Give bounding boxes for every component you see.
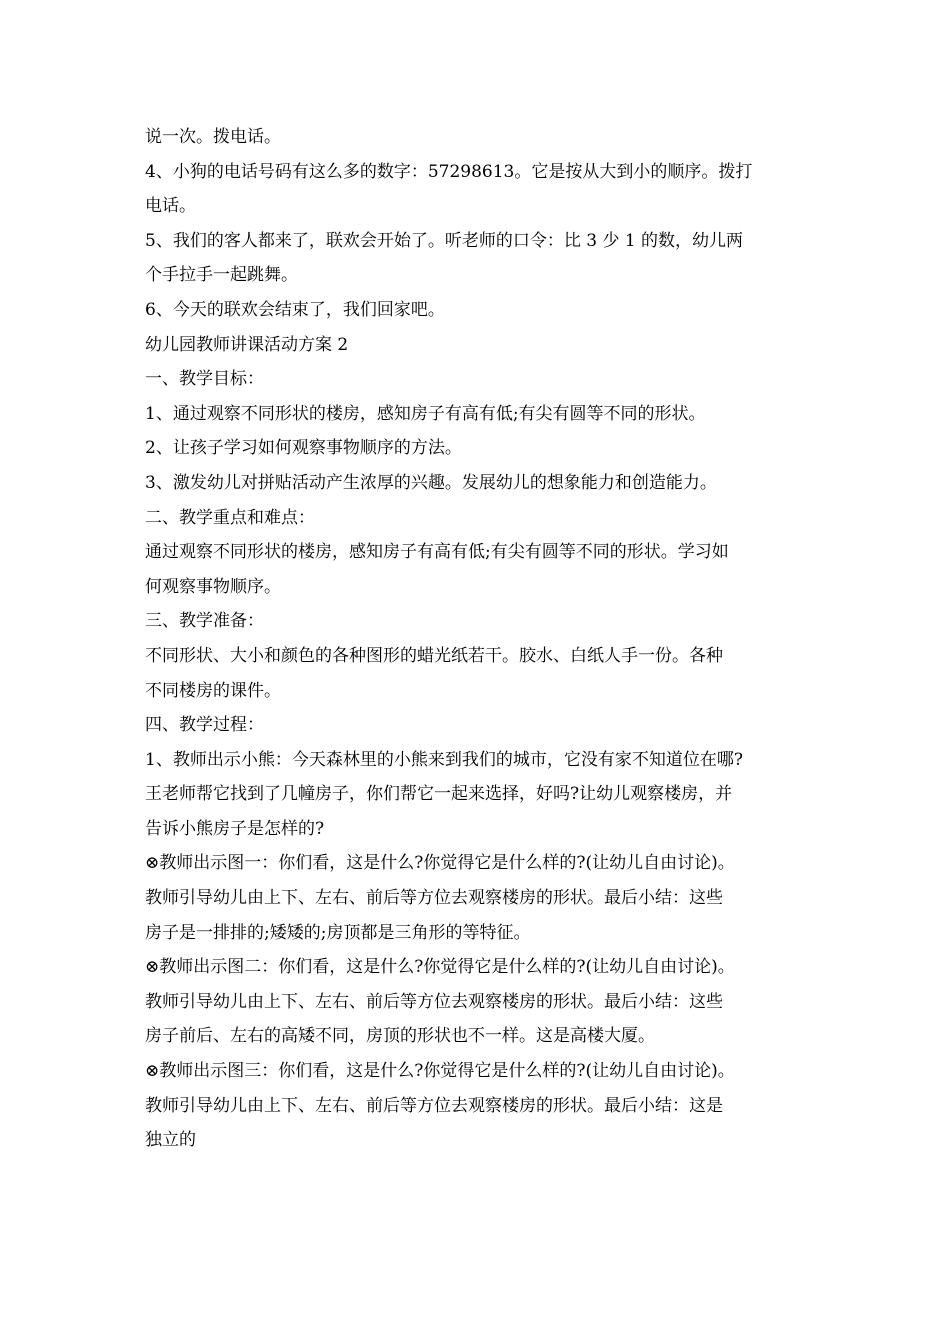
text-line: 房子前后、左右的高矮不同，房顶的形状也不一样。这是高楼大厦。 [145, 1026, 655, 1047]
text-line: 房子是一排排的;矮矮的;房顶都是三角形的等特征。 [145, 922, 531, 943]
text-line: 电话。 [145, 196, 196, 217]
text-line: 通过观察不同形状的楼房，感知房子有高有低;有尖有圆等不同的形状。学习如 [145, 542, 729, 563]
section-heading: 二、教学重点和难点： [145, 507, 315, 528]
text-line: 4、小狗的电话号码有这么多的数字：57298613。它是按从大到小的顺序。拨打 [145, 161, 753, 182]
text-line: 王老师帮它找到了几幢房子，你们帮它一起来选择，好吗?让幼儿观察楼房，并 [145, 784, 733, 805]
text-line: 1、教师出示小熊：今天森林里的小熊来到我们的城市，它没有家不知道位在哪? [145, 749, 743, 770]
text-line: ⊗教师出示图一：你们看，这是什么?你觉得它是什么样的?(让幼儿自由讨论)。 [145, 853, 735, 874]
text-line: 不同楼房的课件。 [145, 680, 281, 701]
text-line: 教师引导幼儿由上下、左右、前后等方位去观察楼房的形状。最后小结：这些 [145, 991, 723, 1012]
text-line: 1、通过观察不同形状的楼房，感知房子有高有低;有尖有圆等不同的形状。 [145, 403, 706, 424]
text-line: 不同形状、大小和颜色的各种图形的蜡光纸若干。胶水、白纸人手一份。各种 [145, 645, 723, 666]
text-line: ⊗教师出示图三：你们看，这是什么?你觉得它是什么样的?(让幼儿自由讨论)。 [145, 1061, 735, 1082]
section-heading: 四、教学过程： [145, 715, 264, 736]
text-line: 6、今天的联欢会结束了，我们回家吧。 [145, 299, 445, 320]
document-body [145, 120, 815, 1158]
text-line: ⊗教师出示图二：你们看，这是什么?你觉得它是什么样的?(让幼儿自由讨论)。 [145, 957, 735, 978]
text-line: 教师引导幼儿由上下、左右、前后等方位去观察楼房的形状。最后小结：这些 [145, 888, 723, 909]
text-line: 3、激发幼儿对拼贴活动产生浓厚的兴趣。发展幼儿的想象能力和创造能力。 [145, 472, 717, 493]
text-line: 说一次。拨电话。 [145, 127, 281, 147]
text-line: 独立的 [145, 1130, 196, 1151]
text-line: 个手拉手一起跳舞。 [145, 265, 298, 286]
text-line: 告诉小熊房子是怎样的? [145, 818, 325, 839]
section-title: 幼儿园教师讲课活动方案 2 [145, 334, 349, 355]
section-heading: 三、教学准备： [145, 611, 264, 632]
text-line: 5、我们的客人都来了，联欢会开始了。听老师的口令：比 3 少 1 的数，幼儿两 [145, 230, 744, 251]
text-line: 何观察事物顺序。 [145, 576, 281, 597]
text-line: 教师引导幼儿由上下、左右、前后等方位去观察楼房的形状。最后小结：这是 [145, 1095, 723, 1116]
text-line: 2、让孩子学习如何观察事物顺序的方法。 [145, 438, 462, 459]
section-heading: 一、教学目标： [145, 369, 264, 390]
